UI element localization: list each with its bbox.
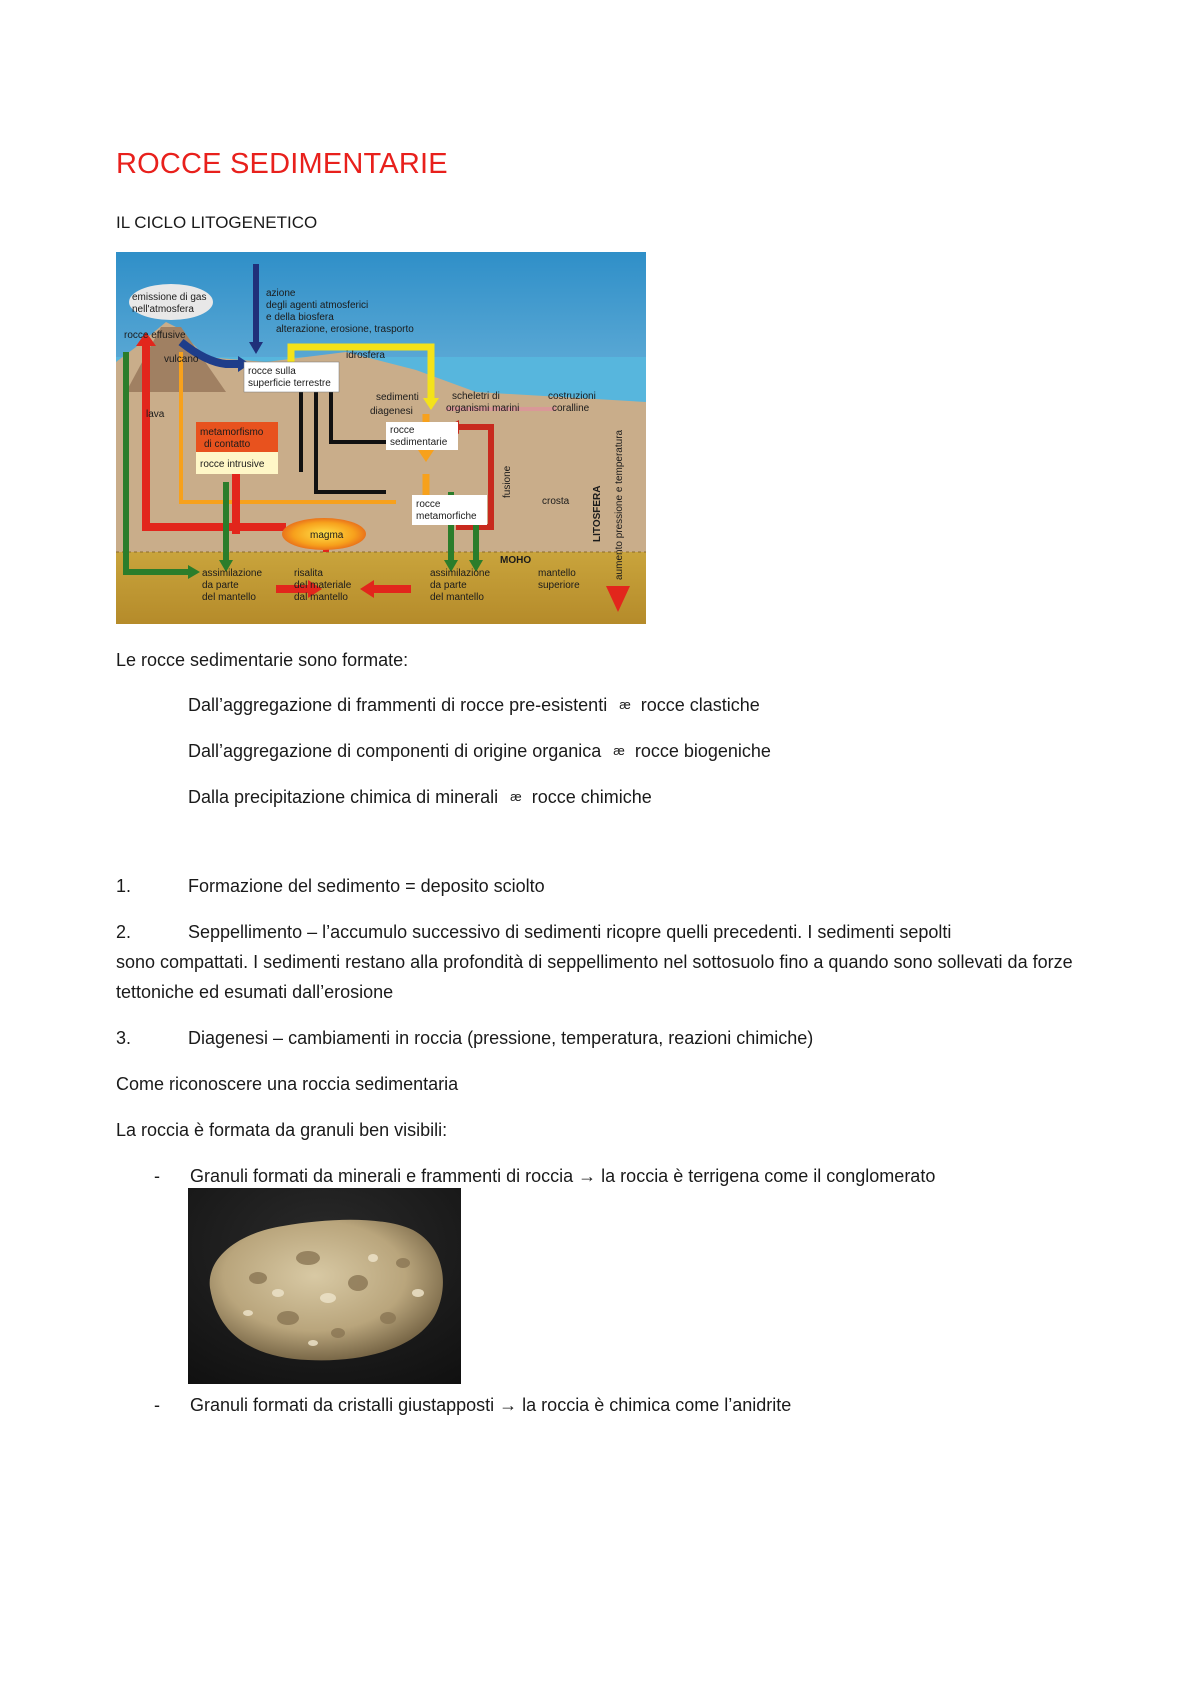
section-subtitle: IL CICLO LITOGENETICO: [116, 213, 318, 232]
label-rocce-sedimentarie-2: sedimentarie: [390, 437, 448, 448]
bullet-result: la roccia è chimica come l’anidrite: [522, 1395, 792, 1415]
label-costruzioni-1: costruzioni: [548, 391, 596, 402]
label-idrosfera: idrosfera: [346, 350, 385, 361]
label-rocce-metamorfiche-2: metamorfiche: [416, 511, 477, 522]
step-number-3: 3.: [116, 1028, 132, 1048]
label-vulcano: vulcano: [164, 354, 199, 365]
label-rocce-metamorfiche-1: rocce: [416, 499, 441, 510]
label-assimilazione-sx-3: del mantello: [202, 592, 256, 603]
label-assimilazione-sx-2: da parte: [202, 580, 239, 591]
label-diagenesi: diagenesi: [370, 406, 413, 417]
bullet-dash: -: [154, 1395, 160, 1415]
label-sedimenti: sedimenti: [376, 392, 419, 403]
page-title: ROCCE SEDIMENTARIE: [116, 148, 448, 180]
label-emissione-1: emissione di gas: [132, 292, 207, 303]
label-scheletri-1: scheletri di: [452, 391, 500, 402]
formation-item-3: [188, 782, 652, 812]
label-azione-2: degli agenti atmosferici: [266, 300, 369, 311]
recognize-heading: Come riconoscere una roccia sedimentaria: [116, 1074, 459, 1094]
label-rocce-intrusive: rocce intrusive: [200, 459, 265, 470]
label-costruzioni-2: coralline: [552, 403, 590, 414]
label-mantello-2: superiore: [538, 580, 580, 591]
label-rocce-sedimentarie-1: rocce: [390, 425, 415, 436]
label-rocce-superficie-2: superficie terrestre: [248, 378, 331, 389]
arrow-right-icon: →: [499, 1395, 518, 1415]
label-lava: lava: [146, 409, 165, 420]
label-assimilazione-dx-3: del mantello: [430, 592, 484, 603]
step-text-1: Formazione del sedimento = deposito sciolto: [188, 876, 545, 896]
arrow-icon: æ: [510, 789, 522, 804]
formation-text: Dall’aggregazione di componenti di origine organica: [188, 741, 602, 761]
label-azione-3: e della biosfera: [266, 312, 334, 323]
rock-cycle-diagram: [116, 252, 646, 624]
label-risalita-1: risalita: [294, 568, 323, 579]
bullet-dash: -: [154, 1166, 160, 1186]
formation-result: rocce chimiche: [531, 787, 652, 807]
label-azione-1: azione: [266, 288, 296, 299]
label-assimilazione-sx-1: assimilazione: [202, 568, 263, 579]
formation-result: rocce clastiche: [640, 695, 760, 715]
label-risalita-2: del materiale: [294, 580, 352, 591]
label-rocce-superficie-1: rocce sulla: [248, 366, 296, 377]
formation-item-1: [188, 690, 760, 720]
bullet-item-2: [190, 1390, 791, 1420]
formation-text: Dalla precipitazione chimica di minerali: [188, 787, 499, 807]
arrow-icon: æ: [619, 697, 631, 712]
formation-text: Dall’aggregazione di frammenti di rocce pre-esistenti: [188, 695, 608, 715]
label-assimilazione-dx-2: da parte: [430, 580, 467, 591]
label-metamorfismo-2: di contatto: [204, 439, 251, 450]
label-moho: MOHO: [500, 555, 532, 566]
step-text-3: Diagenesi – cambiamenti in roccia (pressione, temperatura, reazioni chimiche): [188, 1028, 814, 1048]
label-scheletri-2: organismi marini: [446, 403, 520, 414]
label-litosfera: LITOSFERA: [592, 485, 603, 542]
label-crosta: crosta: [542, 496, 570, 507]
step-text-2: Seppellimento – l’accumulo successivo di sedimenti ricopre quelli precedenti. I sedimenti sepolti: [188, 922, 952, 942]
label-azione-4: alterazione, erosione, trasporto: [276, 324, 414, 335]
conglomerate-photo: [188, 1188, 461, 1384]
step-text-2-cont: sono compattati. I sedimenti restano alla profondità di seppellimento nel sottosuolo fino a quando sono sollevati da forze tettoniche ed esumati dall’erosione: [116, 952, 1073, 1002]
step-number-2: 2.: [116, 922, 132, 942]
label-assimilazione-dx-1: assimilazione: [430, 568, 491, 579]
label-mantello-1: mantello: [538, 568, 576, 579]
arrow-icon: æ: [613, 743, 625, 758]
label-rocce-effusive: rocce effusive: [124, 330, 186, 341]
grains-intro: La roccia è formata da granuli ben visibili:: [116, 1120, 448, 1140]
formation-result: rocce biogeniche: [634, 741, 771, 761]
bullet-item-1: [190, 1161, 935, 1191]
bullet-text: Granuli formati da cristalli giustapposti: [190, 1395, 495, 1415]
arrow-right-icon: →: [578, 1166, 597, 1186]
rock-shape: [210, 1220, 443, 1361]
step-number-1: 1.: [116, 876, 132, 896]
label-risalita-3: dal mantello: [294, 592, 348, 603]
bullet-text: Granuli formati da minerali e frammenti di roccia: [190, 1166, 574, 1186]
label-aumento: aumento pressione e temperatura: [614, 429, 625, 580]
label-emissione-2: nell'atmosfera: [132, 304, 194, 315]
label-magma: magma: [310, 530, 344, 541]
bullet-result: la roccia è terrigena come il conglomerato: [601, 1166, 936, 1186]
formation-item-2: [188, 736, 771, 766]
label-metamorfismo-1: metamorfismo: [200, 427, 264, 438]
intro-text: Le rocce sedimentarie sono formate:: [116, 650, 409, 670]
label-fusione: fusione: [502, 465, 513, 498]
